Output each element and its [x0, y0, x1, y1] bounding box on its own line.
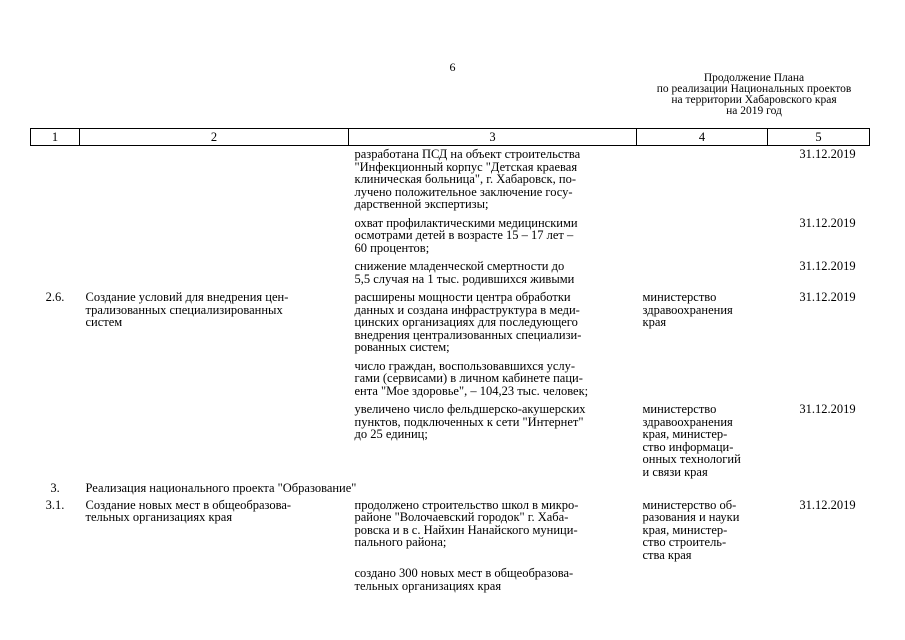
column-number-row	[31, 129, 870, 146]
item-name: Создание новых мест в общеобразова- тельных организациях края	[85, 497, 292, 524]
column-header: 3	[349, 129, 637, 146]
header-line: на 2019 год	[726, 105, 782, 117]
column-header: 1	[31, 129, 80, 146]
header-line: на территории Хабаровского края	[671, 94, 837, 106]
item-date: 31.12.2019	[799, 402, 856, 416]
column-header: 5	[768, 129, 870, 146]
section-title: Реализация национального проекта "Образование"	[85, 481, 357, 495]
item-executor	[637, 211, 768, 255]
item-result: разработана ПСД на объект строительства "Инфекционный корпус "Детская краевая клиническая больница", г. Хабаровск, по- лучено положительное заключение госу- дарственной экспертизы;	[354, 147, 581, 211]
item-result: расширены мощности центра обработки данных и создана инфраструктура в меди- цинских организациях для последующего внедрения централизованных специализи- рованных систем;	[354, 290, 582, 354]
item-result: число граждан, воспользовавшихся услу- гами (сервисами) в личном кабинете паци- ента "Мое здоровье", – 104,23 тыс. человек;	[354, 358, 589, 398]
header-line: по реализации Национальных проектов	[656, 83, 852, 95]
item-number	[31, 254, 80, 285]
table-row	[31, 495, 870, 562]
table-row	[31, 397, 870, 478]
column-header: 2	[80, 129, 349, 146]
item-number: 3.1.	[45, 497, 65, 512]
table-row	[31, 146, 870, 211]
table-row	[31, 354, 870, 398]
table-row	[31, 561, 870, 592]
item-result: увеличено число фельдшерско-акушерских пунктов, подключенных к сети "Интернет" до 25 единиц;	[354, 402, 586, 441]
header-line: Продолжение Плана	[703, 72, 805, 84]
item-date: 31.12.2019	[799, 497, 856, 512]
plan-table	[30, 128, 870, 592]
item-date: 31.12.2019	[799, 215, 856, 230]
page-number: 6	[449, 60, 456, 74]
item-executor	[637, 561, 768, 592]
item-executor: министерство об- разования и науки края, министер- ство строитель- ства края	[642, 497, 740, 562]
item-date	[768, 561, 870, 592]
table-row	[31, 254, 870, 285]
item-number	[31, 397, 80, 478]
item-executor: министерство здравоохранения края, министер- ство информаци- онных технологий и связи края	[642, 402, 741, 479]
document-header-note	[640, 73, 868, 117]
item-name	[80, 254, 349, 285]
item-number	[31, 146, 80, 211]
table-row	[31, 285, 870, 354]
item-result: охват профилактическими медицинскими осмотрами детей в возрасте 15 – 17 лет – 60 процентов;	[354, 215, 578, 255]
item-number	[31, 561, 80, 592]
item-name	[80, 354, 349, 398]
item-date: 31.12.2019	[799, 290, 856, 304]
column-header: 4	[637, 129, 768, 146]
table-row	[31, 211, 870, 255]
item-result: снижение младенческой смертности до 5,5 случая на 1 тыс. родившихся живыми	[354, 259, 575, 286]
item-result: создано 300 новых мест в общеобразова- тельных организациях края	[354, 566, 574, 593]
item-executor: министерство здравоохранения края	[642, 290, 733, 329]
section-row	[31, 478, 870, 495]
item-date	[768, 354, 870, 398]
item-date: 31.12.2019	[799, 147, 856, 161]
item-number	[31, 211, 80, 255]
item-date: 31.12.2019	[799, 259, 856, 273]
item-number: 2.6.	[45, 290, 65, 304]
item-name	[80, 561, 349, 592]
item-name	[80, 146, 349, 211]
item-executor	[637, 146, 768, 211]
item-name	[80, 397, 349, 478]
section-number: 3.	[50, 481, 60, 495]
item-number	[31, 354, 80, 398]
item-result: продолжено строительство школ в микро- районе "Волочаевский городок" г. Хаба- ровска и в с. Найхин Нанайского муници- пального района;	[354, 497, 579, 549]
plan-table-container	[30, 128, 869, 592]
item-name	[80, 211, 349, 255]
item-name: Создание условий для внедрения цен- трализованных специализированных систем	[85, 290, 289, 329]
item-executor	[637, 254, 768, 285]
item-executor	[637, 354, 768, 398]
